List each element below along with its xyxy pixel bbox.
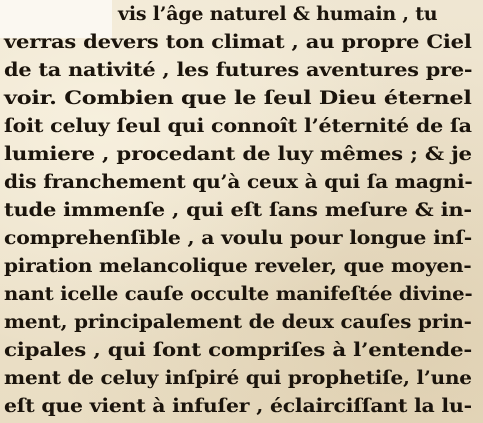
text-line: piration melancolique reveler, que moyen-: [4, 255, 472, 277]
text-line: eſt que vient à infuſer , éclairciſſant la lu-: [4, 395, 472, 417]
text-line: ment, principalement de deux cauſes prin-: [4, 311, 472, 333]
text-line: vis l’âge naturel & humain , tu: [118, 3, 438, 25]
text-line: dis franchement qu’à ceux à qui ſa magni-: [4, 171, 473, 193]
text-line: cipales , qui ſont compriſes à l’entende-: [4, 339, 473, 361]
text-line: voir. Combien que le ſeul Dieu éternel: [4, 87, 472, 109]
text-line: comprehenſible , a voulu pour longue inſ-: [4, 227, 473, 249]
text-line: verras devers ton climat , au propre Ciel: [4, 31, 472, 53]
text-line: tude immenſe , qui eſt ſans meſure & in-: [4, 199, 472, 221]
text-line: lumiere , procedant de luy mêmes ; & je: [4, 143, 472, 165]
text-line: de ta nativité , les futures aventures pre-: [4, 59, 473, 81]
text-line: ſoit celuy ſeul qui connoît l’éternité de ſa: [4, 115, 472, 137]
text-line: ment de celuy inſpiré qui prophetiſe, l’une: [4, 367, 472, 389]
text-line: nant icelle cauſe occulte manifeſtée divine-: [4, 283, 473, 305]
